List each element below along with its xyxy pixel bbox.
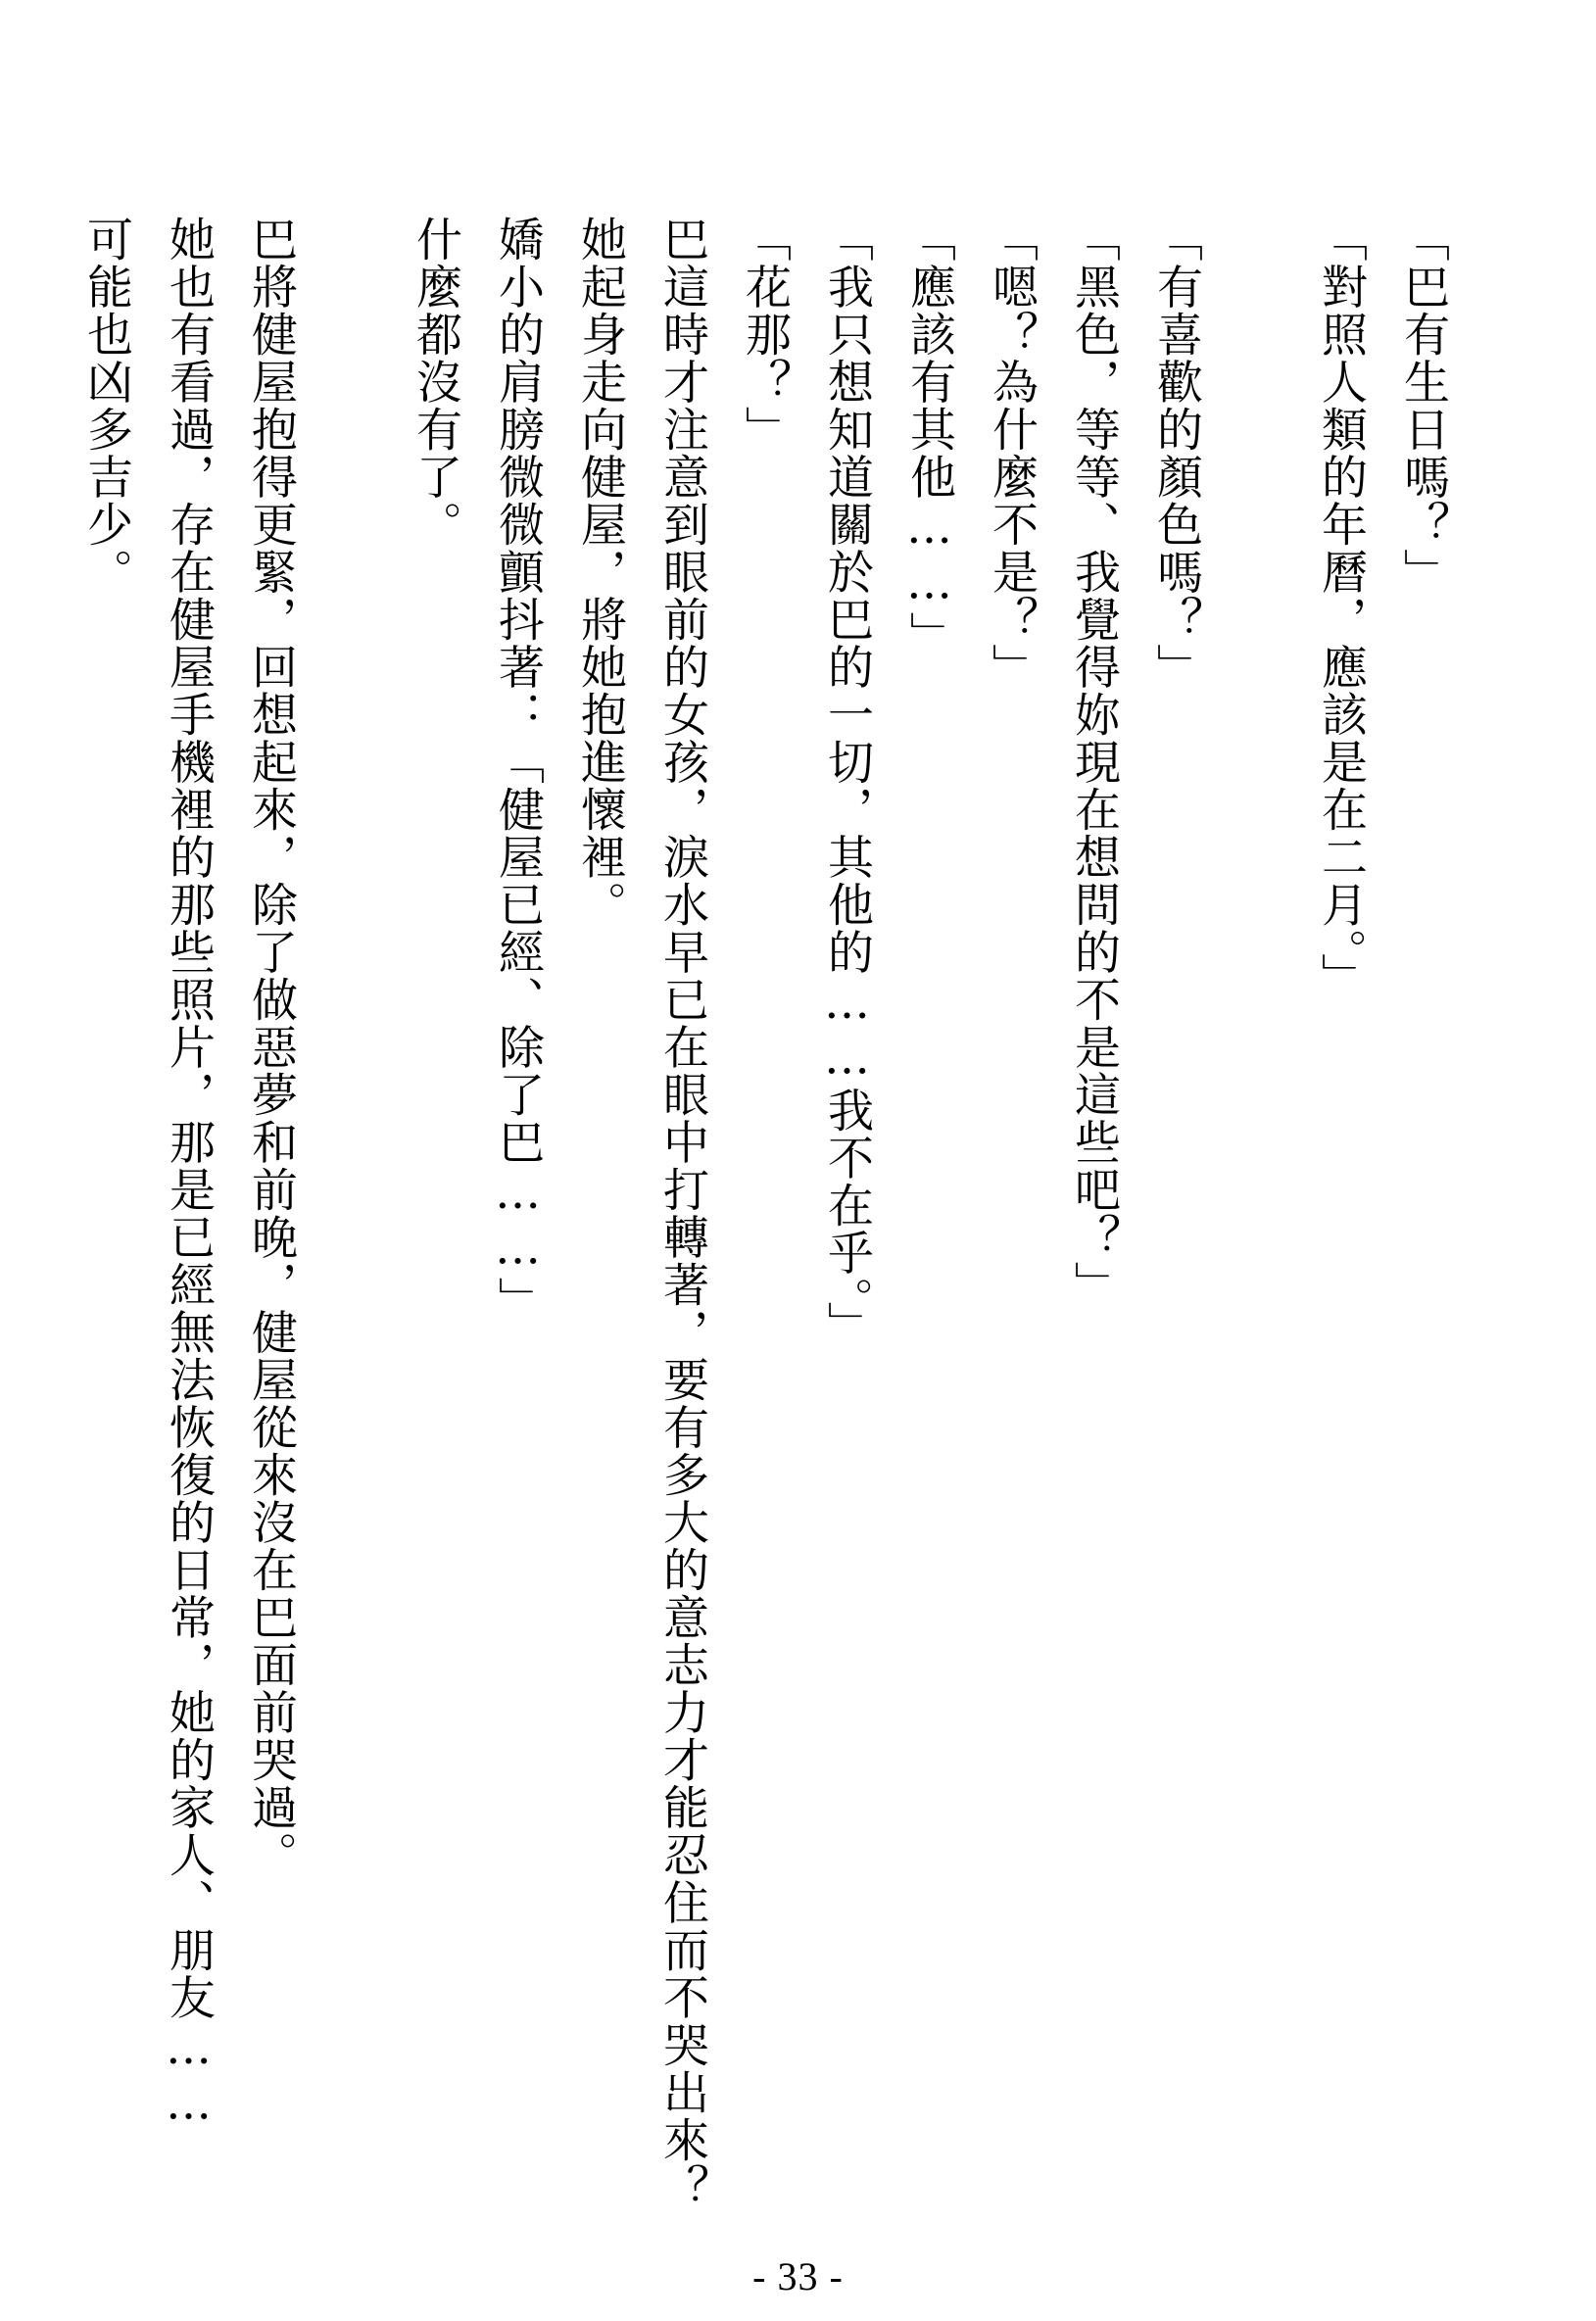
text-line: 「有喜歡的顏色嗎？」: [1149, 216, 1203, 691]
text-line: 「黑色，等等、我覺得妳現在想問的不是這些吧？」: [1067, 216, 1121, 1309]
text-line: 可能也凶多吉少。: [79, 216, 133, 596]
text-line: 巴將健屋抱得更緊，回想起來，除了做惡夢和前晚，健屋從來沒在巴面前哭過。: [244, 216, 298, 1879]
text-line: 巴這時才注意到眼前的女孩，淚水早已在眼中打轉著，要有多大的意志力才能忍住而不哭出來？: [655, 216, 709, 2211]
vertical-text-body: [65, 216, 1464, 2211]
text-line: 「我只想知道關於巴的一切，其他的……我不在乎。」: [820, 216, 874, 1349]
text-line: 嬌小的肩膀微微顫抖著：「健屋已經、除了巴……」: [491, 216, 545, 1325]
text-line: 「對照人類的年曆，應該是在二月。」: [1314, 216, 1368, 1000]
text-line: 什麼都沒有了。: [409, 216, 462, 549]
text-line: 她起身走向健屋，將她抱進懷裡。: [573, 216, 627, 929]
text-line: 她也有看過，存在健屋手機裡的那些照片，那是已經無法恢復的日常，她的家人、朋友……: [162, 216, 216, 2132]
page-number: - 33 -: [752, 2254, 844, 2298]
text-line: 「巴有生日嗎？」: [1396, 216, 1450, 596]
text-line: 「嗯？為什麼不是？」: [985, 216, 1039, 691]
text-line: 「花那？」: [738, 216, 792, 454]
text-line: 「應該有其他……」: [902, 216, 956, 659]
